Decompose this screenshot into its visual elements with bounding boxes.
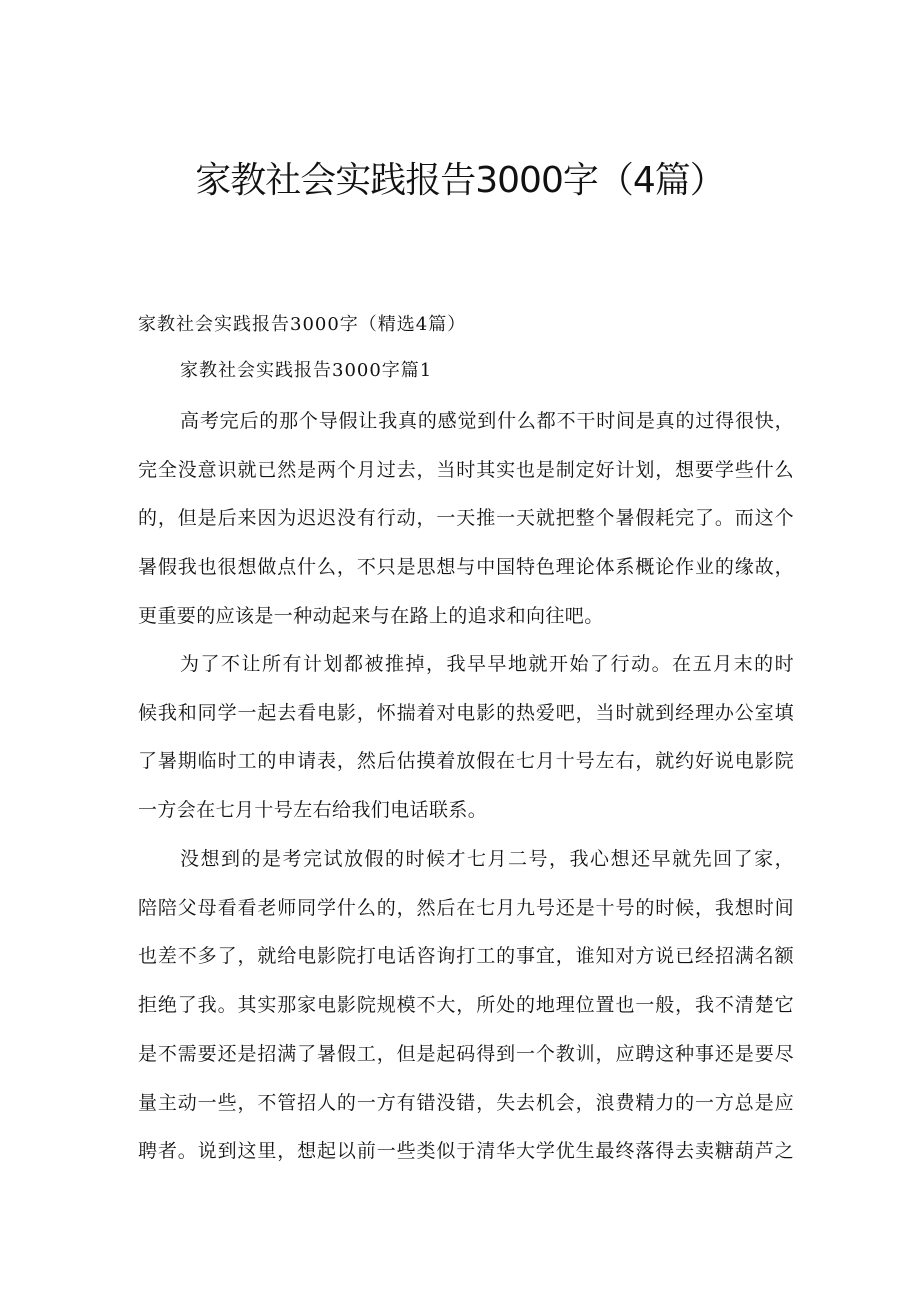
paragraph-line: 的，但是后来因为迟迟没有行动，一天推一天就把整个暑假耗完了。而这个 [138,507,794,530]
paragraph-line: 了暑期临时工的申请表，然后估摸着放假在七月十号左右，就约好说电影院 [138,750,794,773]
section-heading: 家教社会实践报告3000字篇1 [180,360,433,381]
paragraph-line: 量主动一些，不管招人的一方有错没错，失去机会，浪费精力的一方总是应 [138,1091,794,1114]
paragraph-line: 陪陪父母看看老师同学什么的，然后在七月九号还是十号的时候，我想时间 [138,896,794,919]
paragraph-3 [138,835,794,1176]
paragraph-line: 聘者。说到这里，想起以前一些类似于清华大学优生最终落得去卖糖葫芦之 [138,1140,794,1163]
document-subtitle: 家教社会实践报告3000字（精选4篇） [138,314,467,335]
document-title: 家教社会实践报告3000字（4篇） [195,160,725,201]
paragraph-line: 一方会在七月十号左右给我们电话联系。 [138,799,488,822]
paragraph-line: 高考完后的那个导假让我真的感觉到什么都不干时间是真的过得很快， [180,410,794,432]
paragraph-line: 为了不让所有计划都被推掉，我早早地就开始了行动。在五月末的时 [180,653,794,675]
paragraph-line: 没想到的是考完试放假的时候才七月二号，我心想还早就先回了家， [180,848,794,870]
paragraph-1 [138,397,794,641]
paragraph-line: 更重要的应该是一种动起来与在路上的追求和向往吧。 [138,604,604,627]
paragraph-line: 也差不多了，就给电影院打电话咨询打工的事宜，谁知对方说已经招满名额 [138,945,794,968]
paragraph-line: 拒绝了我。其实那家电影院规模不大，所处的地理位置也一般，我不清楚它 [138,994,794,1017]
paragraph-line: 暑假我也很想做点什么，不只是思想与中国特色理论体系概论作业的缘故， [138,556,794,579]
paragraph-line: 候我和同学一起去看电影，怀揣着对电影的热爱吧，当时就到经理办公室填 [138,701,794,724]
paragraph-2 [138,640,794,835]
paragraph-line: 是不需要还是招满了暑假工，但是起码得到一个教训，应聘这种事还是要尽 [138,1042,794,1065]
paragraph-line: 完全没意识就已然是两个月过去，当时其实也是制定好计划，想要学些什么 [138,458,794,481]
